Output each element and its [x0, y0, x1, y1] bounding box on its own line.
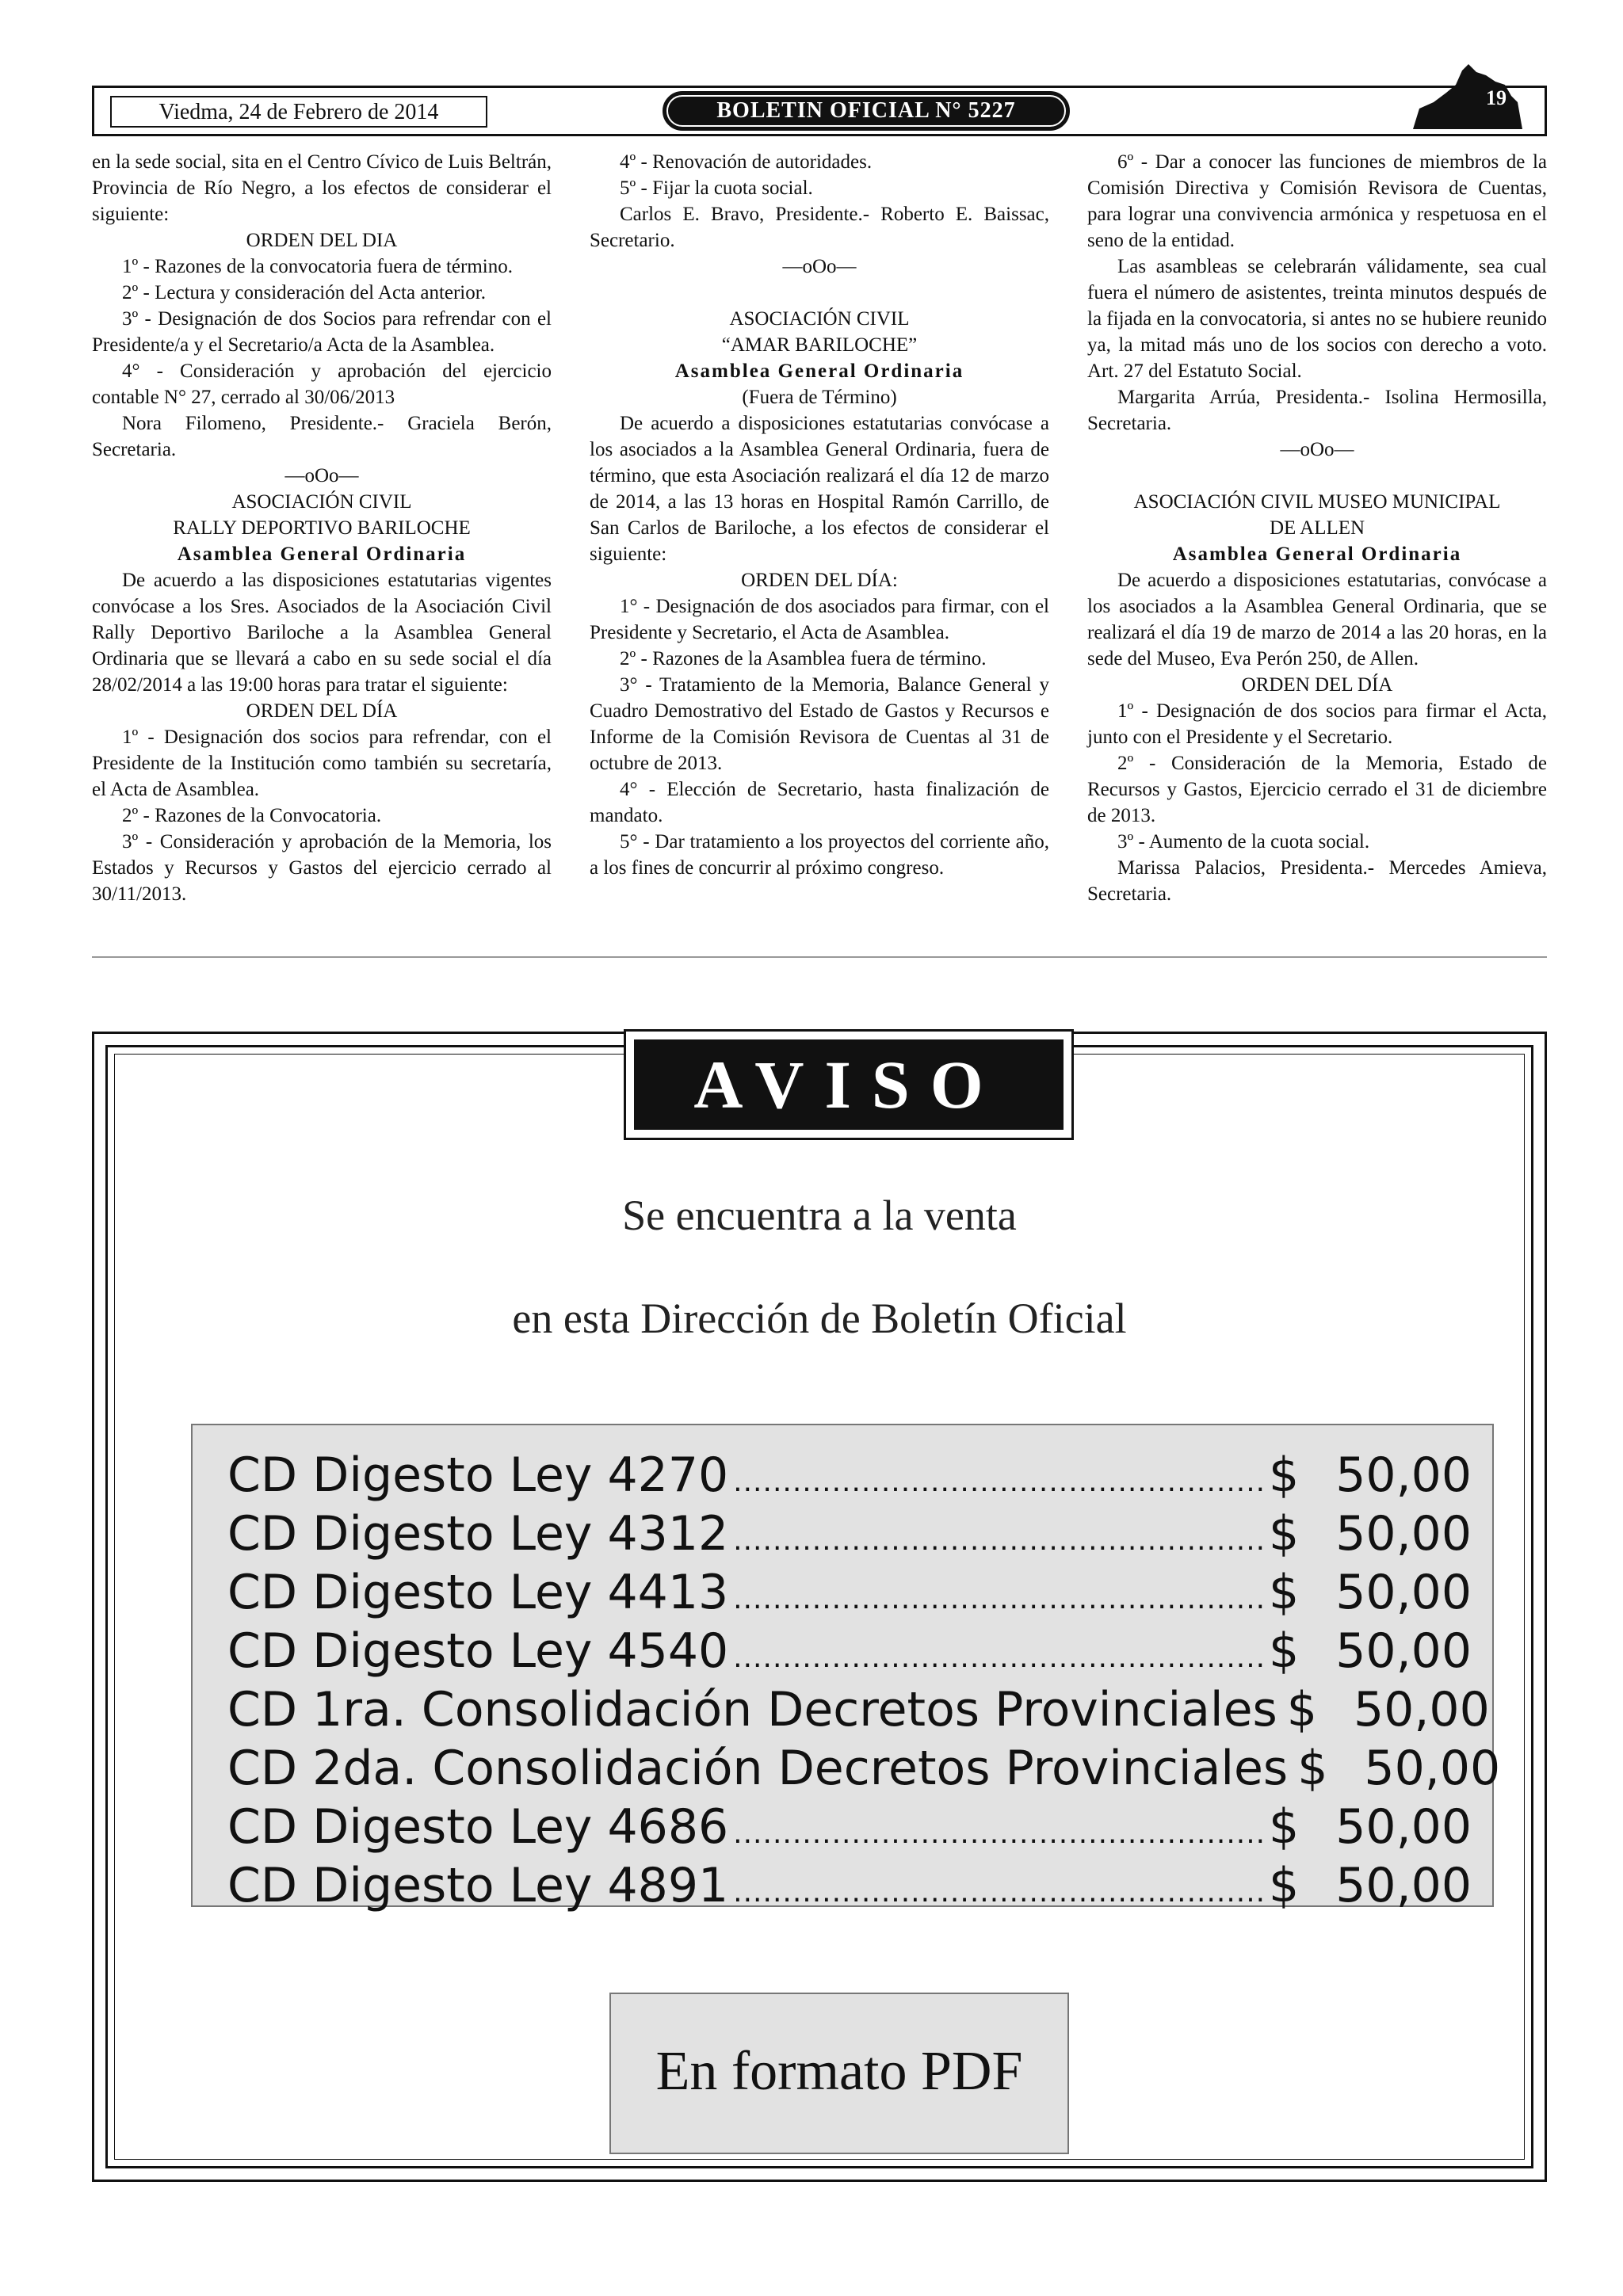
heading: DE ALLEN	[1269, 517, 1365, 539]
product-row	[227, 1447, 1472, 1506]
currency: $	[1269, 1565, 1300, 1620]
heading: “AMAR BARILOCHE”	[721, 334, 918, 356]
currency: $	[1269, 1447, 1300, 1503]
column-2	[590, 149, 1049, 949]
aviso-box	[92, 1032, 1547, 2182]
separator: —oOo—	[1280, 439, 1354, 460]
product-name: CD Digesto Ley 4540	[227, 1623, 729, 1679]
signature: Margarita Arrúa, Presidenta.- Isolina Hermosilla, Secretaria.	[1087, 387, 1547, 434]
dot-leader	[733, 1583, 1264, 1615]
column-3	[1087, 149, 1547, 949]
paragraph: De acuerdo a disposiciones estatutarias, convócase a los asociados a la Asamblea General Ordinaria, que se realizará el día 19 de marzo de 2014 a las 20 horas, en la sede del Museo, Eva Perón 250, de Allen.	[1087, 570, 1547, 669]
product-name: CD Digesto Ley 4312	[227, 1506, 729, 1562]
product-price: 50,00	[1364, 1741, 1501, 1796]
product-row	[227, 1565, 1472, 1623]
pdf-format-box: En formato PDF	[609, 1993, 1069, 2154]
notices-columns	[92, 149, 1547, 949]
paragraph: 4º - Renovación de autoridades.	[620, 151, 873, 173]
product-price: 50,00	[1335, 1506, 1472, 1562]
paragraph: 2º - Consideración de la Memoria, Estado de Recursos y Gastos, Ejercicio cerrado el 31 de diciembre de 2013.	[1087, 753, 1547, 826]
header-date: Viedma, 24 de Febrero de 2014	[110, 96, 487, 128]
heading: ORDEN DEL DÍA	[246, 700, 398, 722]
heading: ASOCIACIÓN CIVIL	[231, 491, 412, 513]
dot-leader	[733, 1466, 1264, 1498]
aviso-frame-inner	[114, 1047, 1525, 2160]
product-name: CD Digesto Ley 4891	[227, 1858, 729, 1913]
currency: $	[1286, 1682, 1317, 1737]
sale-text: Se encuentra a la venta	[622, 1192, 1017, 1239]
paragraph: 3º - Consideración y aprobación de la Memoria, los Estados y Recursos y Gastos del ejercicio cerrado al 30/11/2013.	[92, 831, 552, 905]
product-row	[227, 1799, 1472, 1858]
divider	[92, 956, 1547, 958]
paragraph: 3° - Tratamiento de la Memoria, Balance General y Cuadro Demostrativo del Estado de Gastos y Recursos e Informe de la Comisión Revisora de Cuentas al 31 de octubre de 2013.	[590, 674, 1049, 774]
paragraph: 4° - Consideración y aprobación del ejercicio contable N° 27, cerrado al 30/06/2013	[92, 360, 552, 408]
currency: $	[1269, 1799, 1300, 1855]
heading: (Fuera de Término)	[742, 387, 897, 408]
product-name: CD Digesto Ley 4270	[227, 1447, 729, 1503]
dot-leader	[733, 1817, 1264, 1850]
page-header	[92, 86, 1547, 136]
paragraph: 1º - Designación de dos socios para firmar el Acta, junto con el Presidente y el Secretario.	[1087, 700, 1547, 748]
product-row	[227, 1858, 1472, 1917]
heading: ORDEN DEL DÍA:	[741, 570, 898, 591]
product-row	[227, 1623, 1472, 1682]
dot-leader	[733, 1524, 1264, 1557]
separator: —oOo—	[285, 465, 359, 486]
product-price: 50,00	[1335, 1447, 1472, 1503]
product-price: 50,00	[1335, 1858, 1472, 1913]
product-name: CD 1ra. Consolidación Decretos Provinciales	[227, 1682, 1277, 1737]
product-name: CD 2da. Consolidación Decretos Provinciales	[227, 1741, 1289, 1796]
heading: Asamblea General Ordinaria	[674, 360, 964, 382]
currency: $	[1297, 1741, 1328, 1796]
spacer	[1087, 463, 1547, 489]
paragraph: 5º - Fijar la cuota social.	[620, 177, 813, 199]
aviso-title-frame	[624, 1029, 1074, 1140]
sale-location: en esta Dirección de Boletín Oficial	[512, 1295, 1127, 1342]
heading: Asamblea General Ordinaria	[1172, 543, 1462, 565]
column-1	[92, 149, 552, 949]
paragraph: 2º - Lectura y consideración del Acta anterior.	[122, 282, 486, 303]
heading: ASOCIACIÓN CIVIL	[729, 308, 910, 330]
province-map-icon	[1407, 61, 1526, 132]
bulletin-title: BOLETIN OFICIAL N° 5227	[663, 91, 1070, 131]
paragraph: De acuerdo a las disposiciones estatutarias vigentes convócase a los Sres. Asociados de la Asociación Civil Rally Deportivo Bariloche a la Asamblea General Ordinaria que se llevará a cabo en su sede social el día 28/02/2014 a las 19:00 horas para tratar el siguiente:	[92, 570, 552, 696]
aviso-title: AVISO	[634, 1039, 1064, 1130]
paragraph: 6º - Dar a conocer las funciones de miembros de la Comisión Directiva y Comisión Revisora de Cuentas, para lograr una convivencia armónica y respetuosa en el seno de la entidad.	[1087, 151, 1547, 251]
product-row	[227, 1682, 1490, 1741]
paragraph: 2º - Razones de la Convocatoria.	[122, 805, 382, 826]
paragraph: 4° - Elección de Secretario, hasta finalización de mandato.	[590, 779, 1049, 826]
paragraph: 5° - Dar tratamiento a los proyectos del corriente año, a los fines de concurrir al próximo congreso.	[590, 831, 1049, 879]
signature: Carlos E. Bravo, Presidente.- Roberto E. Baissac, Secretario.	[590, 204, 1049, 251]
product-name: CD Digesto Ley 4413	[227, 1565, 729, 1620]
currency: $	[1269, 1623, 1300, 1679]
paragraph: 1º - Razones de la convocatoria fuera de término.	[122, 256, 513, 277]
aviso-frame	[105, 1045, 1533, 2168]
paragraph: en la sede social, sita en el Centro Cívico de Luis Beltrán, Provincia de Río Negro, a los efectos de considerar el siguiente:	[92, 151, 552, 225]
product-row	[227, 1741, 1501, 1799]
signature: Marissa Palacios, Presidenta.- Mercedes Amieva, Secretaria.	[1087, 857, 1547, 905]
paragraph: 3º - Designación de dos Socios para refrendar con el Presidente/a y el Secretario/a Acta de la Asamblea.	[92, 308, 552, 356]
signature: Nora Filomeno, Presidente.- Graciela Berón, Secretaria.	[92, 413, 552, 460]
dot-leader	[733, 1642, 1264, 1674]
product-price: 50,00	[1335, 1565, 1472, 1620]
paragraph: 3º - Aumento de la cuota social.	[1117, 831, 1370, 852]
product-row	[227, 1506, 1472, 1565]
heading: ASOCIACIÓN CIVIL MUSEO MUNICIPAL	[1133, 491, 1501, 513]
paragraph: Las asambleas se celebrarán válidamente, sea cual fuera el número de asistentes, treinta minutos después de la fijada en la convocatoria, si antes no se hubiere reunido ya, la mitad más uno de los socios con derecho a voto. Art. 27 del Estatuto Social.	[1087, 256, 1547, 382]
currency: $	[1269, 1858, 1300, 1913]
spacer	[590, 280, 1049, 306]
paragraph: 1° - Designación de dos asociados para firmar, con el Presidente y Secretario, el Acta de Asamblea.	[590, 596, 1049, 643]
product-name: CD Digesto Ley 4686	[227, 1799, 729, 1855]
heading: ORDEN DEL DIA	[246, 230, 398, 251]
paragraph: 1º - Designación dos socios para refrendar, con el Presidente de la Institución como también su secretaría, el Acta de Asamblea.	[92, 727, 552, 800]
heading: RALLY DEPORTIVO BARILOCHE	[173, 517, 471, 539]
product-price: 50,00	[1354, 1682, 1490, 1737]
product-price: 50,00	[1335, 1799, 1472, 1855]
dot-leader	[733, 1876, 1264, 1909]
paragraph: De acuerdo a disposiciones estatutarias convócase a los asociados a la Asamblea General Ordinaria, fuera de término, que esta Asociación realizará el día 12 de marzo de 2014, a las 13 horas en Hospital Ramón Carrillo, de San Carlos de Bariloche, a los efectos de considerar el siguiente:	[590, 413, 1049, 565]
product-price: 50,00	[1335, 1623, 1472, 1679]
currency: $	[1269, 1506, 1300, 1562]
heading: Asamblea General Ordinaria	[177, 543, 467, 565]
heading: ORDEN DEL DÍA	[1241, 674, 1393, 696]
separator: —oOo—	[782, 256, 857, 277]
product-list	[191, 1424, 1501, 1913]
paragraph: 2º - Razones de la Asamblea fuera de término.	[620, 648, 987, 669]
page-number: 19	[1486, 86, 1507, 109]
